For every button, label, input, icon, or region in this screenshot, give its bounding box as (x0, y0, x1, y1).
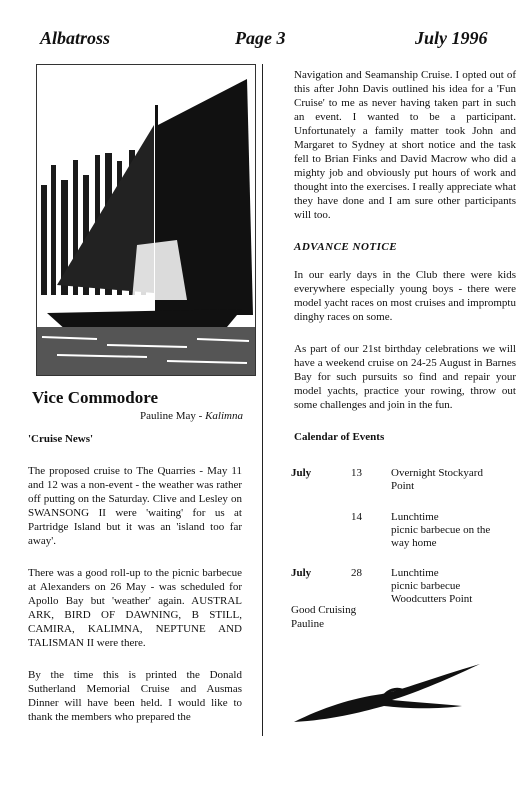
event-line: Overnight Stockyard (391, 467, 483, 479)
calendar-entry (291, 467, 516, 511)
paragraph: As part of our 21st birthday celebrations we will have a weekend cruise on 24-25 August in Barnes Bay for such pursuits so find and repair your model yachts, practice your rowing, throw out some challenges and join in the fun. (294, 343, 516, 411)
event-line: Point (391, 480, 415, 492)
signoff-line: Good Cruising (291, 604, 357, 616)
calendar-entry (291, 511, 516, 567)
column-divider (262, 64, 263, 736)
event-day: 28 (351, 567, 362, 579)
newsletter-name: Albatross (40, 28, 111, 48)
sailboat-illustration (36, 64, 256, 376)
cruise-news-heading: 'Cruise News' (28, 433, 94, 445)
page-number: Page 3 (235, 28, 286, 48)
event-line: Lunchtime (391, 567, 439, 579)
paragraph: In our early days in the Club there were kids everywhere especially young boys - there were model yacht races on most cruises and impromptu dinghy races on some. (294, 269, 516, 323)
paragraph: The proposed cruise to The Quarries - May 11 and 12 was a non-event - the weather was rather off putting on the Saturday. Clive and Lesley on SWANSONG II were 'waiting' for us at Partridge Island but it was an 'island too far away'. (28, 465, 242, 547)
page-header (40, 28, 490, 54)
calendar-of-events (291, 467, 516, 611)
article-title: Vice Commodore (32, 388, 159, 407)
event-month: July (291, 567, 312, 579)
byline-name: Pauline May - (140, 410, 206, 422)
event-line: picnic barbecue on the (391, 524, 491, 536)
signoff (291, 603, 356, 631)
signoff-name: Pauline (291, 618, 324, 630)
calendar-heading: Calendar of Events (294, 431, 385, 443)
article-byline (140, 410, 243, 422)
advance-notice-heading: ADVANCE NOTICE (294, 241, 398, 253)
event-line: Lunchtime (391, 511, 439, 523)
event-day: 13 (351, 467, 362, 479)
left-column (28, 432, 242, 742)
event-line: picnic barbecue (391, 580, 461, 592)
event-day: 14 (351, 511, 362, 523)
event-month: July (291, 467, 312, 479)
paragraph: By the time this is printed the Donald Sutherland Memorial Cruise and Ausmas Dinner will have been held. I would like to thank the members who prepared the (28, 669, 242, 723)
right-column (294, 68, 516, 458)
byline-boat: Kalimna (205, 410, 243, 422)
albatross-icon (292, 660, 482, 730)
event-line: way home (391, 537, 437, 549)
issue-date: July 1996 (415, 28, 488, 48)
event-line: Woodcutters Point (391, 593, 473, 605)
paragraph: Navigation and Seamanship Cruise. I opted out of this after John Davis outlined his idea for a 'Fun Cruise' to me as never having taken part in such an event. I wanted to be a participant. Unfortunately a family matter took John and Margaret to Sydney at short notice and the task fell to Brian Finks and David Macrow who did a mighty job and obviously put hours of work and thought into the exercises. I really appreciate what they have done and I am sure other participants will too. (294, 69, 516, 221)
paragraph: There was a good roll-up to the picnic barbecue at Alexanders on 26 May - was scheduled for Apollo Bay but 'weather' again. AUSTRAL ARK, BIRD OF DAWNING, B STILL, CAMIRA, KALIMNA, NEPTUNE AND TALISMAN II were there. (28, 567, 242, 649)
